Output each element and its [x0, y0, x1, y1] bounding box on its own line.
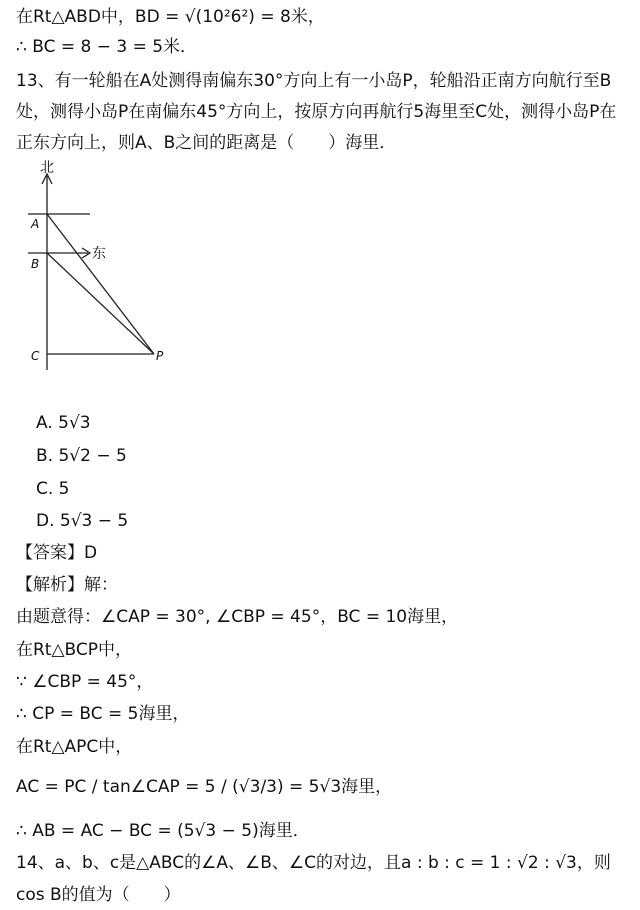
point-label-A: A — [31, 217, 40, 231]
question-13-text: 正东方向上，则A、B之间的距离是（ ）海里． — [16, 133, 397, 153]
analysis-step: ∵ ∠CBP = 45°， — [16, 672, 154, 692]
question-14-text: cos B的值为（ ） — [16, 885, 181, 905]
analysis-title: 【解析】解： — [16, 575, 118, 595]
question-13-text: 13、有一轮船在A处测得南偏东30°方向上有一小岛P，轮船沿正南方向航行至B — [16, 71, 612, 91]
answer-label: 【答案】D — [16, 543, 98, 563]
line-AP — [47, 214, 154, 354]
question-14-text: 14、a、b、c是△ABC的∠A、∠B、∠C的对边，且a : b : c = 1 : √2 : √3，则 — [16, 853, 611, 873]
east-label: 东 — [92, 246, 106, 262]
analysis-step: ∴ AB = AC − BC = (5√3 − 5)海里． — [16, 821, 310, 841]
point-label-P: P — [156, 349, 164, 363]
option-c: C. 5 — [36, 479, 70, 499]
analysis-step: ∴ CP = BC = 5海里， — [16, 704, 190, 724]
point-label-B: B — [31, 257, 40, 271]
north-label: 北 — [40, 160, 54, 176]
analysis-step: 在Rt△APC中， — [16, 737, 133, 757]
option-a: A. 5√3 — [36, 413, 91, 433]
option-d: D. 5√3 − 5 — [36, 511, 129, 531]
text-line: 在Rt△ABD中，BD = √(10²6²) = 8米， — [16, 7, 325, 27]
text-line: ∴ BC = 8 − 3 = 5米． — [16, 37, 198, 57]
point-label-C: C — [31, 349, 40, 363]
option-b: B. 5√2 − 5 — [36, 446, 127, 466]
analysis-step: 在Rt△BCP中， — [16, 640, 133, 660]
analysis-formula: AC = PC / tan∠CAP = 5 / (√3/3) = 5√3海里， — [16, 777, 393, 797]
question-13-text: 处，测得小岛P在南偏东45°方向上，按原方向再航行5海里至C处，测得小岛P在 — [16, 102, 617, 122]
geometry-diagram — [20, 158, 180, 378]
line-BP — [47, 253, 154, 354]
analysis-step: 由题意得：∠CAP = 30°, ∠CBP = 45°，BC = 10海里， — [16, 607, 459, 627]
